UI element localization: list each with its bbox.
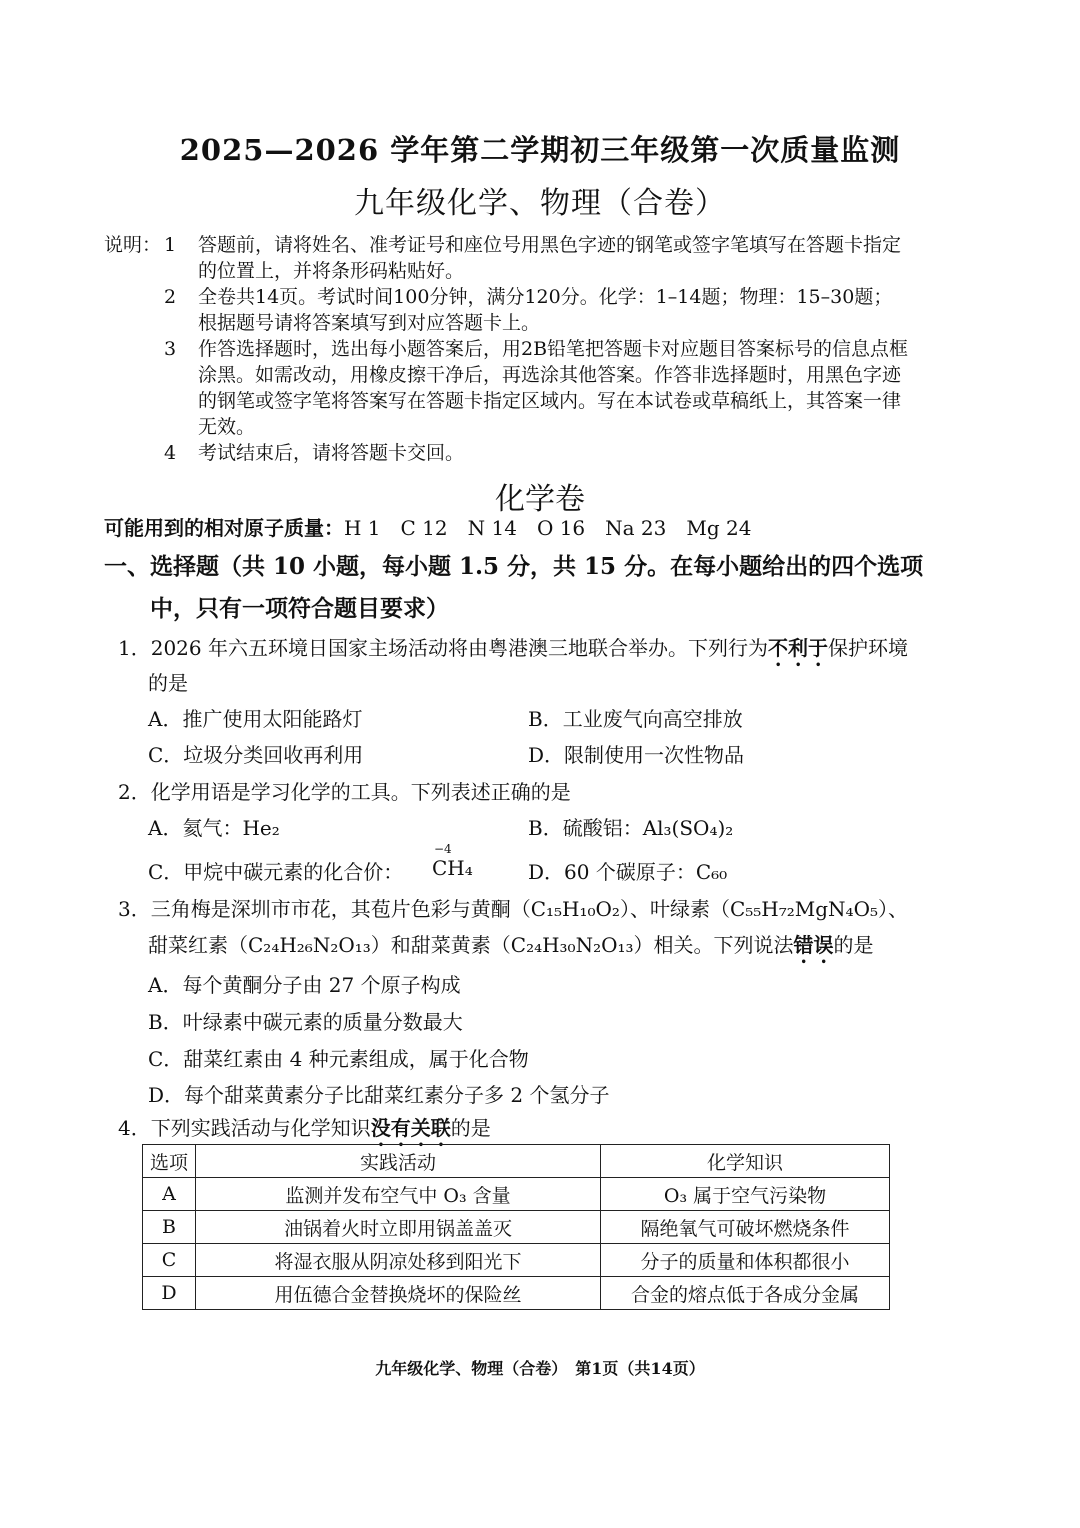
table-cell-option: B (143, 1211, 196, 1244)
question-3-line-2-bold: 错误 (793, 933, 834, 957)
question-3-line-1: 3．三角梅是深圳市市花，其苞片色彩与黄酮（C₁₅H₁₀O₂）、叶绿素（C₅₅H₇₂MgN₄O₅）、 (118, 897, 908, 921)
table-cell-knowledge: 隔绝氧气可破坏燃烧条件 (601, 1211, 890, 1244)
table-cell-option: C (143, 1244, 196, 1277)
exam-subtitle: 九年级化学、物理（合卷） (354, 186, 726, 221)
question-4-table (142, 1144, 890, 1310)
instruction-1-line-2: 的位置上，并将条形码粘贴好。 (198, 260, 465, 282)
question-4-stem-b: 的是 (450, 1116, 491, 1140)
atomic-masses-values: H 1 C 12 N 14 O 16 Na 23 Mg 24 (344, 516, 752, 540)
question-1-option-c: C．垃圾分类回收再利用 (148, 743, 364, 767)
instruction-num-3: 3 (164, 338, 177, 360)
question-1-stem (118, 632, 908, 671)
instructions-label: 说明： (104, 234, 162, 256)
table-cell-activity: 将湿衣服从阴凉处移到阳光下 (196, 1244, 601, 1277)
question-2-option-a: A．氦气：He₂ (148, 816, 280, 840)
atomic-masses-label: 可能用到的相对原子质量： (104, 516, 344, 540)
instruction-3-line-4: 无效。 (198, 416, 256, 438)
table-header-option: 选项 (143, 1145, 196, 1178)
question-2-stem: 2．化学用语是学习化学的工具。下列表述正确的是 (118, 780, 571, 804)
instruction-1-line-1: 答题前，请将姓名、准考证号和座位号用黑色字迹的钢笔或签字笔填写在答题卡指定 (198, 234, 902, 256)
atomic-masses (104, 512, 751, 541)
question-2-option-c: C．甲烷中碳元素的化合价： (148, 860, 404, 884)
question-1-stem-b: 保护环境 (827, 636, 908, 660)
table-row (143, 1211, 890, 1244)
table-header-row (143, 1145, 890, 1178)
table-cell-option: A (143, 1178, 196, 1211)
table-cell-activity: 油锅着火时立即用锅盖盖灭 (196, 1211, 601, 1244)
instruction-3-line-1: 作答选择题时，选出每小题答案后，用2B铅笔把答题卡对应题目答案标号的信息点框 (198, 338, 909, 360)
question-2-option-b: B．硫酸铝：Al₃(SO₄)₂ (528, 816, 734, 840)
question-4-stem-a: 4．下列实践活动与化学知识 (118, 1116, 371, 1140)
section-title: 化学卷 (495, 482, 585, 517)
question-3-option-b: B．叶绿素中碳元素的质量分数最大 (148, 1010, 463, 1034)
page-footer: 九年级化学、物理（合卷） 第1页（共14页） (375, 1359, 705, 1378)
question-1-stem-bold: 不利于 (767, 636, 828, 660)
exam-title: 2025—2026 学年第二学期初三年级第一次质量监测 (179, 133, 901, 167)
question-2-valence: −4 (434, 842, 452, 856)
table-header-knowledge: 化学知识 (601, 1145, 890, 1178)
table-row (143, 1277, 890, 1310)
question-1-option-d: D．限制使用一次性物品 (528, 743, 745, 767)
table-row (143, 1178, 890, 1211)
question-3-option-a: A．每个黄酮分子由 27 个原子构成 (148, 973, 461, 997)
instruction-3-line-2: 涂黑。如需改动，用橡皮擦干净后，再选涂其他答案。作答非选择题时，用黑色字迹 (198, 364, 902, 386)
table-cell-knowledge: 分子的质量和体积都很小 (601, 1244, 890, 1277)
instruction-3-line-3: 的钢笔或签字笔将答案写在答题卡指定区域内。写在本试卷或草稿纸上，其答案一律 (198, 390, 902, 412)
table-cell-knowledge: O₃ 属于空气污染物 (601, 1178, 890, 1211)
question-3-option-c: C．甜菜红素由 4 种元素组成，属于化合物 (148, 1047, 529, 1071)
part1-heading-line-2: 中，只有一项符合题目要求） (150, 595, 449, 622)
question-1-option-a: A．推广使用太阳能路灯 (148, 707, 363, 731)
instruction-4-line-1: 考试结束后，请将答题卡交回。 (198, 442, 465, 464)
instruction-2-line-1: 全卷共14页。考试时间100分钟，满分120分。化学：1–14题；物理：15–30题； (198, 286, 893, 308)
table-cell-activity: 用伍德合金替换烧坏的保险丝 (196, 1277, 601, 1310)
question-2-option-d: D．60 个碳原子：C₆₀ (528, 860, 728, 884)
question-1-stem-line-2: 的是 (148, 671, 188, 695)
part1-heading-line-1: 一、选择题（共 10 小题，每小题 1.5 分，共 15 分。在每小题给出的四个选项 (104, 553, 924, 580)
question-2-methane-formula: CH₄ (432, 856, 473, 880)
instruction-num-2: 2 (164, 286, 177, 308)
question-3-option-d: D．每个甜菜黄素分子比甜菜红素分子多 2 个氢分子 (148, 1083, 610, 1107)
table-header-activity: 实践活动 (196, 1145, 601, 1178)
question-1-stem-a: 1．2026 年六五环境日国家主场活动将由粤港澳三地联合举办。下列行为 (118, 636, 768, 660)
table-cell-knowledge: 合金的熔点低于各成分金属 (601, 1277, 890, 1310)
question-3-line-2-b: 的是 (833, 933, 874, 957)
instruction-num-4: 4 (164, 442, 177, 464)
table-row (143, 1244, 890, 1277)
table-cell-activity: 监测并发布空气中 O₃ 含量 (196, 1178, 601, 1211)
question-4-stem-bold: 没有关联 (370, 1116, 451, 1140)
question-3-line-2-a: 甜菜红素（C₂₄H₂₆N₂O₁₃）和甜菜黄素（C₂₄H₃₀N₂O₁₃）相关。下列说法 (148, 933, 794, 957)
instruction-2-line-2: 根据题号请将答案填写到对应答题卡上。 (198, 312, 541, 334)
instruction-num-1: 1 (164, 234, 177, 256)
table-cell-option: D (143, 1277, 196, 1310)
question-1-option-b: B．工业废气向高空排放 (528, 707, 743, 731)
question-3-line-2 (148, 929, 874, 968)
